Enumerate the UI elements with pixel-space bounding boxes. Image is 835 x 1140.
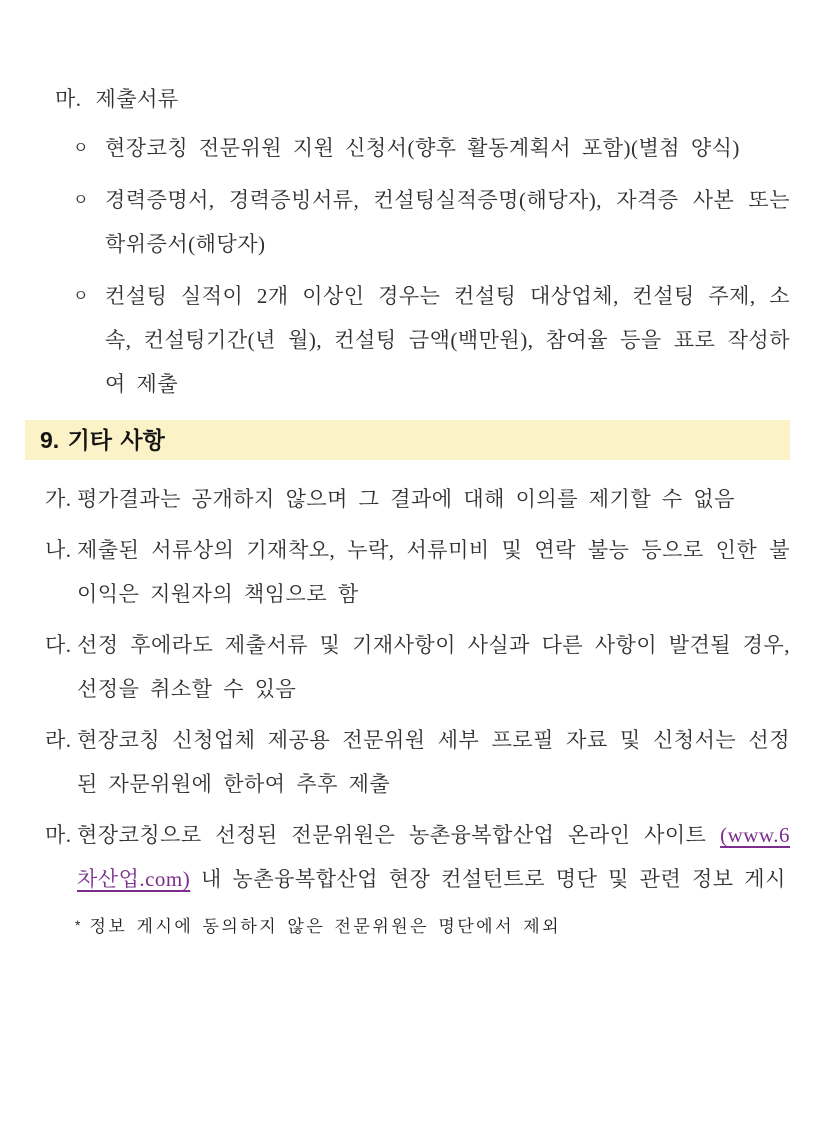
submission-section-title: 제출서류 [95, 87, 179, 111]
item-text: 제출된 서류상의 기재착오, 누락, 서류미비 및 연락 불능 등으로 인한 불이익은 지원자의 책임으로 함 [77, 538, 790, 606]
asterisk-icon: * [75, 917, 81, 933]
site-link[interactable]: (www.6차산업.com) [77, 823, 790, 891]
other-item-na [45, 528, 790, 616]
item-label: 다. [45, 633, 72, 657]
item-text-after-link: 내 농촌융복합산업 현장 컨설턴트로 명단 및 관련 정보 게시 [190, 867, 786, 891]
other-matters-heading-text: 9. 기타 사항 [40, 427, 165, 453]
item-text: 현장코칭 신청업체 제공용 전문위원 세부 프로필 자료 및 신청서는 선정된 자문위원에 한하여 추후 제출 [77, 728, 790, 796]
other-matters-heading [25, 420, 790, 460]
bullet-text: 컨설팅 실적이 2개 이상인 경우는 컨설팅 대상업체, 컨설팅 주제, 소속, 컨설팅기간(년 월), 컨설팅 금액(백만원), 참여율 등을 표로 작성하여 제출 [105, 284, 790, 396]
bullet-item-application-form [55, 126, 790, 170]
item-label: 라. [45, 728, 72, 752]
submission-section-title-row [55, 77, 790, 121]
other-matters-section [45, 477, 790, 944]
circle-bullet-icon: ㅇ [73, 140, 89, 157]
other-item-da [45, 623, 790, 711]
bullet-text: 경력증명서, 경력증빙서류, 컨설팅실적증명(해당자), 자격증 사본 또는 학위증서(해당자) [105, 188, 790, 256]
bullet-item-consulting-records [55, 274, 790, 406]
item-text: 선정 후에라도 제출서류 및 기재사항이 사실과 다른 사항이 발견될 경우, 선정을 취소할 수 있음 [77, 633, 790, 701]
circle-bullet-icon: ㅇ [73, 192, 89, 209]
footnote [45, 908, 790, 944]
item-text-before-link: 현장코칭으로 선정된 전문위원은 농촌융복합산업 온라인 사이트 [77, 823, 721, 847]
item-label: 가. [45, 487, 72, 511]
item-label: 나. [45, 538, 72, 562]
submission-section-label: 마. [55, 87, 82, 111]
submission-documents-section [45, 77, 790, 406]
item-label: 마. [45, 823, 72, 847]
other-item-ra [45, 718, 790, 806]
other-item-ga [45, 477, 790, 521]
bullet-text: 현장코칭 전문위원 지원 신청서(향후 활동계획서 포함)(별첨 양식) [105, 136, 740, 160]
footnote-text: 정보 게시에 동의하지 않은 전문위원은 명단에서 제외 [89, 917, 562, 936]
circle-bullet-icon: ㅇ [73, 288, 89, 305]
bullet-item-career-certificates [55, 178, 790, 266]
other-item-ma [45, 813, 790, 901]
item-text: 평가결과는 공개하지 않으며 그 결과에 대해 이의를 제기할 수 없음 [77, 487, 735, 511]
